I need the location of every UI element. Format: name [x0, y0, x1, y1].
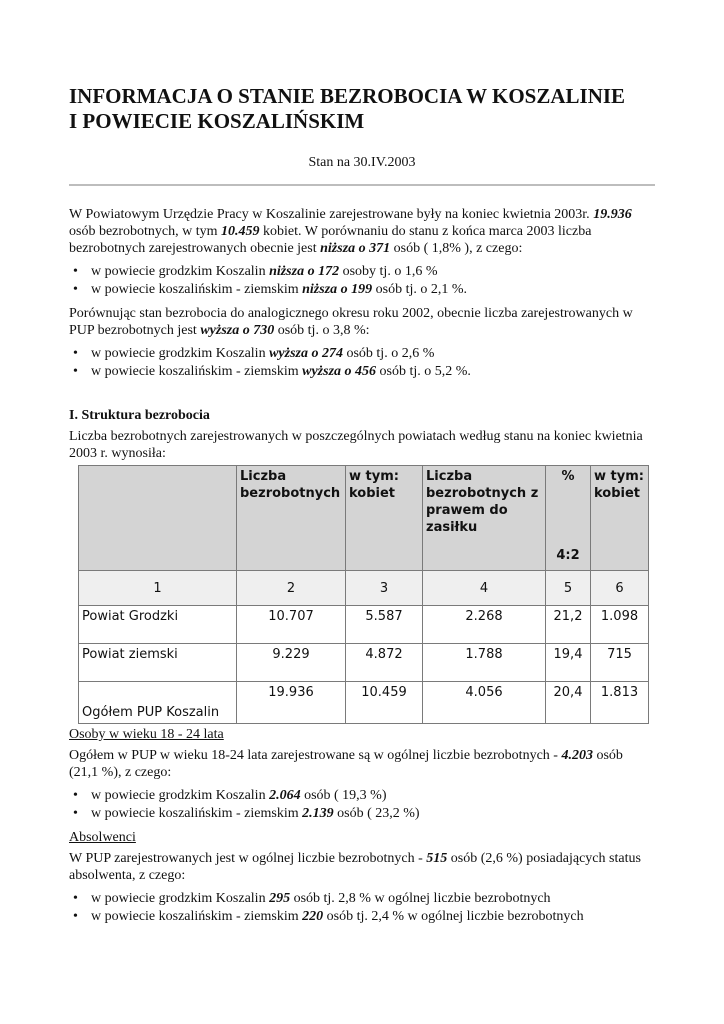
document-title	[69, 84, 655, 134]
unemployment-table	[78, 465, 649, 724]
table-intro: Liczba bezrobotnych zarejestrowanych w poszczególnych powiatach według stanu na koniec kwietnia 2003 r. wynosiła:	[69, 429, 643, 461]
graduates-paragraph: W PUP zarejestrowanych jest w ogólnej liczbie bezrobotnych - 515 osób (2,6 %) posiadających status absolwenta, z czego:	[69, 851, 641, 883]
list-item: • w powiecie koszalińskim - ziemskim wyższa o 456 osób tj. o 5,2 %.	[91, 363, 655, 381]
status-date: Stan na 30.IV.2003	[308, 155, 416, 170]
graduates-list	[69, 890, 655, 926]
intro-paragraph: W Powiatowym Urzędzie Pracy w Koszalinie zarejestrowane były na koniec kwietnia 2003r. 19.936 osób bezrobotnych, w tym 10.459 kobiet. W porównaniu do stanu z końca marca 2003 liczba bezrobotnych zarejestrowanych obecnie jest niższa o 371 osób ( 1,8% ), z czego:	[69, 207, 632, 256]
table-cell: 4.872	[346, 644, 423, 682]
youth-list	[69, 787, 655, 823]
column-number: 6	[591, 571, 649, 606]
youth-heading: Osoby w wieku 18 - 24 lata	[69, 727, 224, 742]
row-label: Powiat ziemski	[79, 644, 237, 682]
table-row	[79, 644, 649, 682]
header-cell: w tym: kobiet	[346, 466, 423, 571]
column-number: 2	[237, 571, 346, 606]
table-cell: 9.229	[237, 644, 346, 682]
column-number: 5	[546, 571, 591, 606]
graduates-heading: Absolwenci	[69, 830, 136, 845]
header-cell: Liczba bezrobotnych	[237, 466, 346, 571]
row-label: Powiat Grodzki	[79, 606, 237, 644]
header-cell: Liczba bezrobotnych z prawem do zasiłku	[423, 466, 546, 571]
table-cell: 10.707	[237, 606, 346, 644]
table-cell: 19,4	[546, 644, 591, 682]
table-cell: 1.813	[591, 682, 649, 724]
header-cell-empty	[79, 466, 237, 571]
table-cell: 1.788	[423, 644, 546, 682]
title-line-1: INFORMACJA O STANIE BEZROBOCIA W KOSZALINIE	[69, 84, 626, 108]
list-item: • w powiecie grodzkim Koszalin wyższa o 274 osób tj. o 2,6 %	[91, 345, 655, 363]
table-cell: 20,4	[546, 682, 591, 724]
row-label: Ogółem PUP Koszalin	[79, 682, 237, 724]
list-item: • w powiecie koszalińskim - ziemskim 220 osób tj. 2,4 % w ogólnej liczbie bezrobotnych	[91, 908, 655, 926]
table-number-row	[79, 571, 649, 606]
table-cell: 1.098	[591, 606, 649, 644]
table-cell: 21,2	[546, 606, 591, 644]
title-line-2: I POWIECIE KOSZALIŃSKIM	[69, 109, 365, 133]
document-page	[69, 84, 655, 932]
header-cell: w tym: kobiet	[591, 466, 649, 571]
table-header-row	[79, 466, 649, 571]
table-row	[79, 682, 649, 724]
table-cell: 2.268	[423, 606, 546, 644]
table-cell: 19.936	[237, 682, 346, 724]
list-item: • w powiecie grodzkim Koszalin 2.064 osób ( 19,3 %)	[91, 787, 655, 805]
list-item: • w powiecie grodzkim Koszalin 295 osób tj. 2,8 % w ogólnej liczbie bezrobotnych	[91, 890, 655, 908]
header-cell-percent: % 4:2	[546, 466, 591, 571]
list-item: • w powiecie koszalińskim - ziemskim 2.139 osób ( 23,2 %)	[91, 805, 655, 823]
column-number: 3	[346, 571, 423, 606]
table-cell: 5.587	[346, 606, 423, 644]
table-cell: 4.056	[423, 682, 546, 724]
divider	[69, 184, 655, 186]
column-number: 1	[79, 571, 237, 606]
table-cell: 715	[591, 644, 649, 682]
list-item: • w powiecie grodzkim Koszalin niższa o 172 osoby tj. o 1,6 %	[91, 263, 655, 281]
table-cell: 10.459	[346, 682, 423, 724]
section-heading: I. Struktura bezrobocia	[69, 408, 210, 423]
yearly-change-list	[69, 345, 655, 381]
list-item: • w powiecie koszalińskim - ziemskim niższa o 199 osób tj. o 2,1 %.	[91, 281, 655, 299]
youth-paragraph: Ogółem w PUP w wieku 18-24 lata zarejestrowane są w ogólnej liczbie bezrobotnych - 4.203 osób (21,1 %), z czego:	[69, 748, 623, 780]
column-number: 4	[423, 571, 546, 606]
table-row	[79, 606, 649, 644]
monthly-change-list	[69, 263, 655, 299]
compare-paragraph: Porównując stan bezrobocia do analogicznego okresu roku 2002, obecnie liczba zarejestrowanych w PUP bezrobotnych jest wyższa o 730 osób tj. o 3,8 %:	[69, 306, 633, 338]
